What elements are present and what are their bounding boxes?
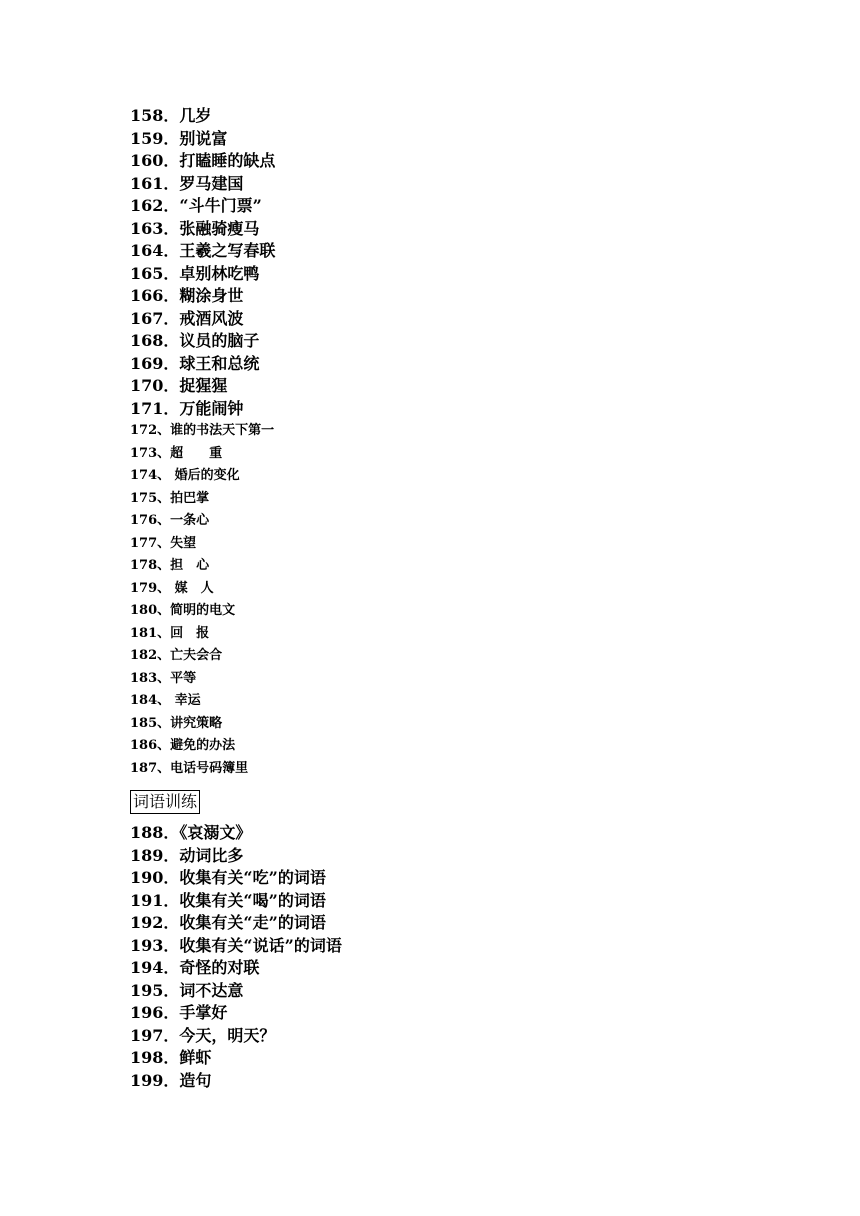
item-title: 王羲之写春联: [179, 241, 276, 260]
item-number: 159．: [130, 128, 180, 148]
item-title: 鲜虾: [179, 1048, 212, 1067]
item-number: 182、: [130, 648, 171, 663]
list-item: [130, 822, 730, 845]
toc-list-bottom: [130, 822, 730, 1092]
item-title: 拍巴掌: [170, 490, 210, 506]
item-number: 164．: [130, 241, 180, 260]
item-number: 197．: [130, 1025, 180, 1045]
item-title: 收集有关“喝”的词语: [179, 890, 326, 910]
list-item: [130, 330, 730, 353]
item-title: 电话号码簿里: [170, 760, 249, 776]
list-item: [130, 443, 730, 466]
list-item: [130, 957, 730, 980]
list-item: [130, 845, 730, 868]
item-title: 糊涂身世: [179, 286, 244, 305]
item-title: 媒 人: [170, 580, 214, 596]
list-item: [130, 465, 730, 488]
item-title: 超 重: [170, 445, 223, 461]
item-number: 174、: [130, 468, 171, 483]
section-heading-row: [130, 790, 730, 814]
item-number: 171．: [130, 398, 180, 418]
list-item: [130, 600, 730, 623]
item-number: 193．: [130, 935, 180, 955]
item-title: 造句: [179, 1070, 212, 1090]
list-item: [130, 218, 730, 241]
item-title: 今天，明天？: [179, 1025, 276, 1045]
item-number: 162．: [130, 196, 180, 215]
item-number: 192．: [130, 913, 180, 932]
item-number: 158．: [130, 106, 180, 125]
toc-list-middle: [130, 420, 730, 780]
item-title: 捉猩猩: [179, 376, 228, 395]
list-item: [130, 578, 730, 601]
item-number: 167．: [130, 308, 180, 328]
toc-list-top: [130, 105, 730, 420]
item-title: 手掌好: [179, 1003, 228, 1022]
item-number: 180、: [130, 603, 171, 618]
list-item: [130, 195, 730, 218]
item-title: 讲究策略: [170, 715, 223, 731]
item-title: 谁的书法天下第一: [170, 423, 275, 438]
item-title: 议员的脑子: [179, 331, 260, 350]
item-number: 179、: [130, 580, 171, 596]
list-item: [130, 308, 730, 331]
item-title: 词不达意: [179, 980, 244, 1000]
item-title: 罗马建国: [179, 173, 244, 193]
list-item: [130, 375, 730, 398]
item-title: 失望: [170, 535, 197, 551]
section-heading: 词语训练: [130, 790, 200, 814]
list-item: [130, 713, 730, 736]
document-page: [130, 105, 730, 1092]
list-item: [130, 128, 730, 151]
list-item: [130, 980, 730, 1003]
list-item: [130, 555, 730, 578]
list-item: [130, 533, 730, 556]
item-number: 184、: [130, 693, 171, 708]
list-item: [130, 735, 730, 758]
list-item: [130, 623, 730, 646]
list-item: [130, 398, 730, 421]
item-number: 187、: [130, 760, 171, 776]
item-number: 170．: [130, 376, 180, 395]
item-number: 198．: [130, 1048, 180, 1067]
item-title: 《哀溺文》: [179, 823, 252, 842]
item-title: 避免的办法: [170, 738, 236, 753]
item-title: 简明的电文: [170, 603, 236, 618]
list-item: [130, 867, 730, 890]
item-number: 190．: [130, 868, 180, 887]
item-title: 回 报: [170, 625, 210, 641]
item-title: 张融骑瘦马: [179, 218, 260, 238]
item-title: 动词比多: [179, 845, 244, 865]
item-number: 194．: [130, 958, 180, 977]
item-title: 卓别林吃鸭: [179, 263, 260, 283]
item-number: 178、: [130, 558, 171, 573]
item-title: “斗牛门票”: [179, 196, 262, 215]
list-item: [130, 105, 730, 128]
item-number: 199．: [130, 1070, 180, 1090]
list-item: [130, 890, 730, 913]
list-item: [130, 173, 730, 196]
item-number: 181、: [130, 625, 171, 641]
list-item: [130, 1070, 730, 1093]
item-number: 168．: [130, 331, 180, 350]
item-number: 191．: [130, 890, 180, 910]
item-number: 177、: [130, 535, 171, 551]
item-title: 平等: [170, 670, 197, 686]
item-number: 176、: [130, 513, 171, 528]
item-number: 172、: [130, 423, 171, 438]
list-item: [130, 1047, 730, 1070]
item-title: 别说富: [179, 128, 228, 148]
item-number: 195．: [130, 980, 180, 1000]
list-item: [130, 150, 730, 173]
list-item: [130, 758, 730, 781]
item-title: 收集有关“走”的词语: [179, 913, 326, 932]
item-title: 幸运: [170, 693, 201, 708]
list-item: [130, 420, 730, 443]
item-title: 亡夫会合: [170, 648, 223, 663]
item-number: 169．: [130, 353, 180, 373]
item-title: 打瞌睡的缺点: [179, 151, 276, 170]
list-item: [130, 263, 730, 286]
list-item: [130, 668, 730, 691]
item-number: 186、: [130, 738, 171, 753]
item-number: 160．: [130, 151, 180, 170]
list-item: [130, 353, 730, 376]
list-item: [130, 240, 730, 263]
item-title: 一条心: [170, 513, 210, 528]
list-item: [130, 935, 730, 958]
item-title: 奇怪的对联: [179, 958, 260, 977]
list-item: [130, 1002, 730, 1025]
item-title: 婚后的变化: [170, 468, 240, 483]
item-number: 161．: [130, 173, 180, 193]
item-number: 188．: [130, 823, 180, 842]
list-item: [130, 690, 730, 713]
item-number: 189．: [130, 845, 180, 865]
item-number: 175、: [130, 490, 171, 506]
list-item: [130, 285, 730, 308]
item-number: 163．: [130, 218, 180, 238]
item-title: 几岁: [179, 106, 212, 125]
item-title: 担 心: [170, 558, 210, 573]
list-item: [130, 645, 730, 668]
list-item: [130, 912, 730, 935]
item-title: 戒酒风波: [179, 308, 244, 328]
item-title: 万能闹钟: [179, 398, 244, 418]
item-number: 196．: [130, 1003, 180, 1022]
item-number: 173、: [130, 445, 171, 461]
list-item: [130, 488, 730, 511]
item-title: 球王和总统: [179, 353, 260, 373]
item-title: 收集有关“说话”的词语: [179, 935, 342, 955]
list-item: [130, 510, 730, 533]
item-number: 183、: [130, 670, 171, 686]
item-title: 收集有关“吃”的词语: [179, 868, 326, 887]
list-item: [130, 1025, 730, 1048]
item-number: 185、: [130, 715, 171, 731]
item-number: 165．: [130, 263, 180, 283]
item-number: 166．: [130, 286, 180, 305]
